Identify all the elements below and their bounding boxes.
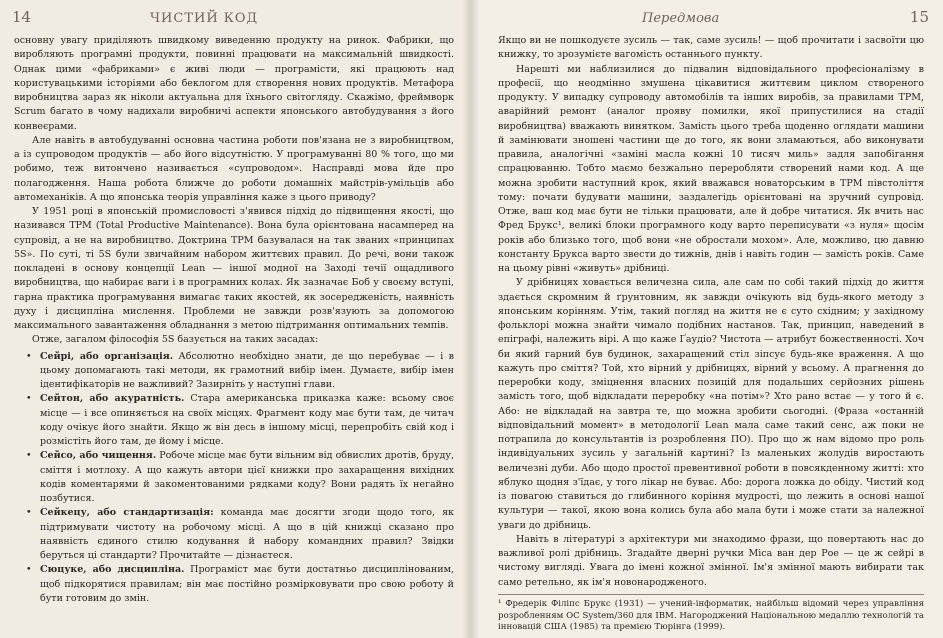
list-item	[40, 392, 454, 449]
footnote: ¹ Фредерік Філіпс Брукс (1931) — учений-інформатик, найбільш відомий через управління розробленням ОС System/360 для IBM. Нагороджений Національною медаллю технологій та інновацій США (1985) та премією Тюрінга (1999).	[498, 594, 924, 634]
paragraph: Нарешті ми наблизилися до підвалин відповідального професіоналізму в професії, що неодмінно змушена цікавитися життєвим циклом створеного продукту. У випадку супроводу автомобілів та інших виробів, за правилами TPM, аварійний ремонт (аналог прояву помилки, якої припустилися на стадії виробництва) вважають винятком. Замість цього треба щоденно оглядати машини й замінювати зношені частини ще до того, як вони зламаються, або виконувати правила, аналогічні «заміні масла кожні 10 тисяч миль» задля запобігання спрацюванню. Тобто маємо безжально переробляти створений нами код. А ще можна зробити наступний крок, який вважався новаторським в TPM півстоліття тому: почати будувати машини, заздалегідь орієнтовані на зручний супровід. Отже, ваш код має бути не тільки працювати, але й добре читатися. Як вчить нас Фред Брукс¹, великі блоки програмного коду варто переписувати «з нуля» щосім років або близько того, щоб вони «не обростали мохом». Але, можливо, цю давню константу Брукса варто звести до тижнів, днів і навіть годин — замість років. Саме на цьому рівні «живуть» дрібниці.	[498, 63, 924, 274]
running-head: Передмова	[642, 11, 720, 26]
list-item-text: Програміст має бути достатньо дисциплінованим, щоб підкорятися правилам; він має постійно розмірковувати про свою роботу й бути готовим до змін.	[40, 564, 455, 604]
list-item	[40, 563, 454, 606]
list-item-term: Сейсо, або чищення.	[40, 450, 157, 462]
list-item-text: Абсолютно необхідно знати, де що перебуває — і в цьому допомагають такі методи, як грамотний вибір імен. Думаєте, вибір імен ідентифікаторів не важливий? Зазирніть у наступні глави.	[40, 350, 455, 390]
list-item	[40, 449, 454, 506]
list-item-term: Сейрі, або організація.	[40, 350, 174, 362]
paragraph: У дрібницях ховається величезна сила, але сам по собі такий підхід до життя здається скромним й ґрунтовним, як завжди очікують від будь-якого методу з японським корінням. Утім, такий погляд на життя не є суто східним; у західному фольклорі можна знайти чимало подібних настанов. Так, принцип, наведений в епіграфі, належить вірі. А що каже Ґаудіо? Чистота — атрибут божественності. Хоч би який гарний був будинок, захаращений стіл зіпсує будь-яке враження. А що кажуть про сміття? Той, хто вірний у дрібницях, вірний у всьому. А прагнення до переробки коду, зміцнення власних позицій для подальших серйозних рішень замість того, щоб відкладати переробку «на потім»? Хто рано встає — у того й є. Або: не відкладай на завтра те, що можна зробити сьогодні. (Фраза «останній відповідальний момент» в методології Lean мала саме такий сенс, аж поки не потрапила до консультантів із розроблення ПО). Про що ж нам відомо про роль індивідуальних зусиль у загальній картині? Із маленьких жолудів виростають величезні дуби. Або щодо простої превентивної роботи в повсякденному житті: хто яблуко щодня з'їдає, у того лікар не буває. Або: дорога ложка до обіду. Чистий код із повагою ставиться до глибинного коріння мудрості, що лежить в основі нашої культури — такої, якою вона колись була або мала бути і може стати за належної уваги до дрібниць.	[498, 277, 924, 531]
paragraph: Але навіть в автобудуванні основна частина роботи пов'язана не з виробництвом, а із супроводом продуктів — або його відсутністю. У програмуванні 80 % того, що ми робимо, теж витончено називається «супроводом». Насправді мова йде про полагодження. Наша робота ближче до роботи домашніх майстрів-умільців або автомеханіків. А що японська теорія управління каже з цього приводу?	[14, 134, 454, 203]
paragraph: Якщо ви не пошкодуєте зусиль — так, саме зусиль! — щоб прочитати і засвоїти цю книжку, то зрозумієте вагомість останнього пункту.	[498, 35, 924, 61]
list-item-term: Сейкецу, або стандартизація:	[40, 507, 214, 519]
left-page	[0, 0, 470, 638]
paragraph: основну увагу приділяють швидкому виведенню продукту на ринок. Фабрики, що виробляють програмні продукти, повинні працювати на максимальній швидкості. Однак цими «фабриками» є живі люди — програмісти, які працюють над користувацькими історіями або беклогом для створення нових продуктів. Метафора виробництва зараз як ніколи актуальна для їхнього світогляду. Скажімо, фреймворк Scrum багато в чому надихали виробничі аспекти японського автобудування з його конвеєрами.	[14, 35, 454, 132]
running-head: ЧИСТИЙ КОД	[150, 11, 259, 26]
list-item-text: Стара американська приказка каже: всьому своє місце — і все опиняється на своїх місцях. Фрагмент коду має бути там, де читач коду очікує його знайти. Якщо ж він десь в іншому місці, перепробіть свій код і розмістіть його там, де йому і місце.	[40, 393, 454, 447]
paragraph: Навіть в літературі з архітектури ми знаходимо фрази, що повертають нас до важливої ролі дрібниць. Згадайте дверні ручки Міса ван дер Рое — це ж сейрі в чистому вигляді. Увага до імені кожної змінної. Ім'я змінної мають вибирати так само ретельно, як ім'я новонародженого.	[498, 533, 924, 588]
principles-list	[14, 350, 454, 607]
list-item-term: Сюцуке, або дисципліна.	[40, 564, 185, 576]
list-item-text: Робоче місце має бути вільним від обвислих дротів, бруду, сміття і мотлоху. А що кажуть автори цієї книжки про захаращення вихідних кодів коментарями й закоментованими рядками коду? Вони радять їх негайно позбутися.	[40, 450, 454, 504]
page-number: 14	[12, 8, 32, 26]
list-item-term: Сейтон, або акуратність.	[40, 393, 185, 405]
list-item-text: команда має досягти згоди щодо того, як підтримувати чистоту на робочому місці. А що в цій книжці сказано про наявність єдиного стилю кодування й набору командних правил? Звідки беруться ці стандарти? Прочитайте — дізнаєтеся.	[40, 507, 454, 561]
right-page-body	[498, 34, 924, 590]
list-item	[40, 350, 454, 393]
paragraph: Отже, загалом філософія 5S базується на таких засадах:	[32, 334, 319, 346]
list-item	[40, 506, 454, 563]
page-number: 15	[909, 8, 929, 26]
book-gutter-shadow	[462, 0, 480, 638]
paragraph: У 1951 році в японській промисловості з'явився підхід до підвищення якості, що називався TPM (Total Productive Maintenance). Вона була орієнтована насамперед на супровід, а не на виробництво. Доктрина TPM базувалася на так званих «принципах 5S». По суті, ті 5S були звичайним набором життєвих правил. До речі, вони також покладені в основу концепції Lean — іншої модної на Заході течії ощадливого виробництва, що набирає ваги і в програмних колах. Як зазначає Боб у своєму вступі, гарна практика програмування вимагає таких якостей, як зосередженість, наявність духу і дисципліна мислення. Проблеми не завжди розв'язують за допомогою максимального завантаження обладнання з метою підтримання оптимальних темпів.	[14, 206, 454, 331]
right-page	[470, 0, 943, 638]
left-page-body	[14, 34, 454, 606]
